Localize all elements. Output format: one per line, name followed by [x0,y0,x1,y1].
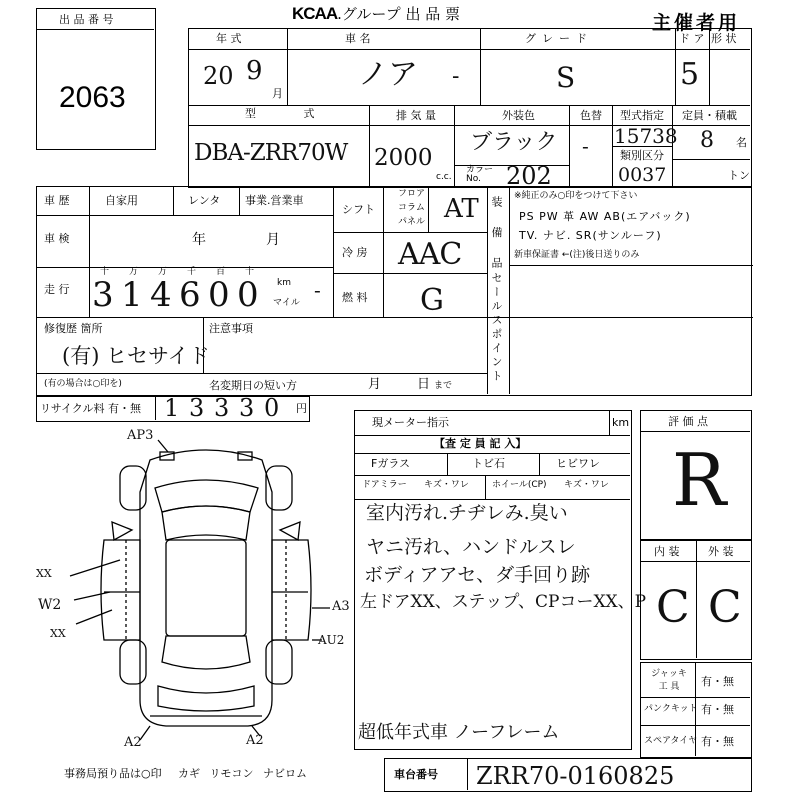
name-change-month: 月 [368,377,382,392]
shift-panel-option: パネル [398,217,426,227]
equipment-label: 装 備 品 [490,196,503,276]
mileage-unit-3: 千 [187,267,197,277]
organizer-copy-label: 主催者用 [652,12,741,34]
glass-crack-label: ヒビワレ [556,457,600,470]
year-value: 20 [203,62,234,90]
recycle-fee-digit-4: 0 [264,394,280,422]
mileage-unit-0: 十 [100,267,110,277]
mileage-unit-5: 十 [245,267,255,277]
office-held-items: カギ リモコン ナビロム [178,767,307,780]
recycle-fee-unit: 円 [296,402,307,415]
door-value: 5 [680,57,700,92]
repaint-label: 色替 [580,109,602,122]
displacement-unit: c.c. [436,172,452,182]
type-designation-label: 型式指定 [620,109,664,122]
inspector-note-4: 左ドアXX、ステップ、CPコーXX、P [360,592,647,612]
spare-tire-value: 有・無 [701,735,734,748]
form-title [292,3,460,24]
diagram-au2-mark: AU2 [318,633,345,647]
inspector-note-1: 室内汚れ.チヂレみ.臭い [366,502,568,524]
mileage-unit-4: 百 [216,267,226,277]
door-mirror-label: ドアミラー [362,480,407,490]
exterior-grade-value: C [708,582,742,633]
recycle-fee-digit-3: 3 [239,394,255,422]
spare-tire-label: スペアタイヤ [644,736,698,746]
class-category-value: 0037 [618,164,667,186]
interior-grade-label: 内 装 [654,545,680,558]
lot-number-label: 出 品 番 号 [59,13,114,26]
exterior-grade-label: 外 装 [708,545,734,558]
wheel-label: ホイール(CP) [492,480,547,490]
mileage-digit-1: 1 [121,275,143,315]
meter-reading-unit: km [612,416,630,429]
color-number-value: 202 [506,162,552,190]
name-change-day: 日 [417,377,431,392]
jack-tools-label: ジャッキ 工 具 [651,669,687,692]
puncture-kit-label: パンクキット [644,704,698,714]
inspector-note-3: ボディアアセ、ダ手回り跡 [364,564,591,586]
model-value: DBA-ZRR70W [194,140,348,166]
diagram-a2-mark-left: A2 [124,735,142,750]
history-label: 車 歴 [44,194,70,207]
meter-reading-label: 現メーター指示 [372,416,449,429]
inspector-note-2: ヤニ汚れ、ハンドルスレ [366,536,576,558]
capacity-unit: 名 [736,136,747,149]
brand-logo: KCAA [292,4,338,23]
inspection-label: 車 検 [44,232,70,245]
diagram-w2-mark: W2 [38,597,62,613]
diagram-xx-mark-lower: XX [50,627,66,640]
diagram-a3-mark: A3 [332,599,350,614]
color-number-label: カラー No. [466,165,494,184]
form-title-text: .グループ 出 品 票 [337,5,460,23]
shift-floor-option: フロア [398,189,426,199]
windshield-label: Fガラス [371,457,410,470]
fuel-label: 燃 料 [342,291,368,304]
lot-number-box [36,8,156,150]
load-unit: トン [728,169,750,182]
displacement-label: 排 気 量 [396,109,436,122]
repair-history-label: 修復歴 箇所 [44,322,103,335]
capacity-label: 定員・積載 [682,109,737,122]
exterior-color-label: 外装色 [502,109,535,122]
stone-chip-label: トビ石 [472,457,505,470]
mileage-digit-3: 6 [179,275,201,315]
evaluation-score-value: R [672,438,727,522]
air-conditioning-label: 冷 房 [342,246,368,259]
inspector-footer-note: 超低年式車 ノーフレーム [358,722,560,743]
grade-value: S [556,61,576,94]
puncture-kit-value: 有・無 [701,703,734,716]
class-category-label: 類別区分 [620,149,664,162]
mileage-digit-4: 0 [208,275,230,315]
shift-value: AT [444,194,479,224]
equipment-note: ※純正のみ○印をつけて下さい [514,191,638,201]
mileage-digit-0: 3 [92,275,114,315]
mileage-digit-2: 4 [150,275,172,315]
recycle-fee-label: リサイクル料 有・無 [40,402,141,415]
name-change-until: まで [434,381,453,391]
type-designation-value: 15738 [614,124,678,148]
recycle-fee-digit-0: 1 [164,394,180,422]
recycle-fee-digit-1: 3 [189,394,205,422]
grade-label: グレード [525,32,593,45]
inspection-month-unit: 月 [266,232,280,248]
mileage-label: 走 行 [44,283,70,296]
inspector-section-title: 【査 定 員 記 入】 [434,437,527,450]
capacity-value: 8 [700,128,714,153]
model-label: 型 式 [245,107,337,120]
evaluation-score-label: 評 価 点 [668,415,708,428]
exterior-color-value: ブラック [470,130,558,155]
mileage-km-label: km [277,278,291,288]
mileage-unit-2: 万 [158,267,168,277]
diagram-ap3-mark: AP3 [127,428,154,443]
equipment-row-2: TV. ナビ. SR(サンルーフ) [519,229,662,242]
car-name-value: ノア [358,57,418,92]
displacement-value: 2000 [374,145,433,171]
shift-label: シフト [342,203,375,216]
door-mirror-options: キズ・ワレ [424,480,469,490]
repair-history-note: (有の場合は○印を) [44,379,122,389]
history-business-option: 事業.営業車 [245,194,304,207]
remarks-label: 注意事項 [209,322,253,335]
door-label: ド ア [679,32,705,45]
history-private-option: 自家用 [105,194,138,207]
chassis-number-label: 車台番号 [394,768,438,781]
mileage-digit-5: 0 [237,275,259,315]
diagram-a2-mark-right: A2 [246,733,264,748]
air-conditioning-value: AAC [398,237,462,272]
mileage-mile-label: マイル [273,298,300,308]
car-name-label: 車 名 [345,32,371,45]
wheel-options: キズ・ワレ [564,480,609,490]
jack-tools-value: 有・無 [701,675,734,688]
name-change-label: 名変期日の短い方 [209,379,297,392]
exterior-color-dash: - [582,134,589,158]
equipment-row-1: PS PW 革 AW AB(エアバック) [519,210,691,223]
car-name-dash: - [452,64,460,89]
month-value: 9 [246,56,263,86]
body-type-label: 形 状 [711,32,737,45]
office-held-items-note: 事務局預り品は○印 [64,767,162,780]
mileage-mile-dash: - [314,278,321,302]
interior-grade-value: C [656,582,690,633]
repair-history-value: (有) ヒセサイド [62,344,210,368]
history-rental-option: レンタ [188,194,221,207]
inspection-year-unit: 年 [192,232,206,248]
shift-column-option: コラム [398,203,425,213]
mileage-unit-1: 万 [129,267,139,277]
fuel-value: G [420,283,444,318]
equipment-warranty: 新車保証書 ←(注)後日送りのみ [514,250,640,260]
month-unit: 月 [272,87,283,100]
diagram-xx-mark-upper: XX [36,567,52,580]
year-label: 年 式 [216,32,242,45]
recycle-fee-digit-2: 3 [214,394,230,422]
chassis-number-value: ZRR70-0160825 [476,762,675,790]
lot-number-value: 2063 [59,81,126,114]
sales-point-label: セールスポイント [490,272,503,384]
